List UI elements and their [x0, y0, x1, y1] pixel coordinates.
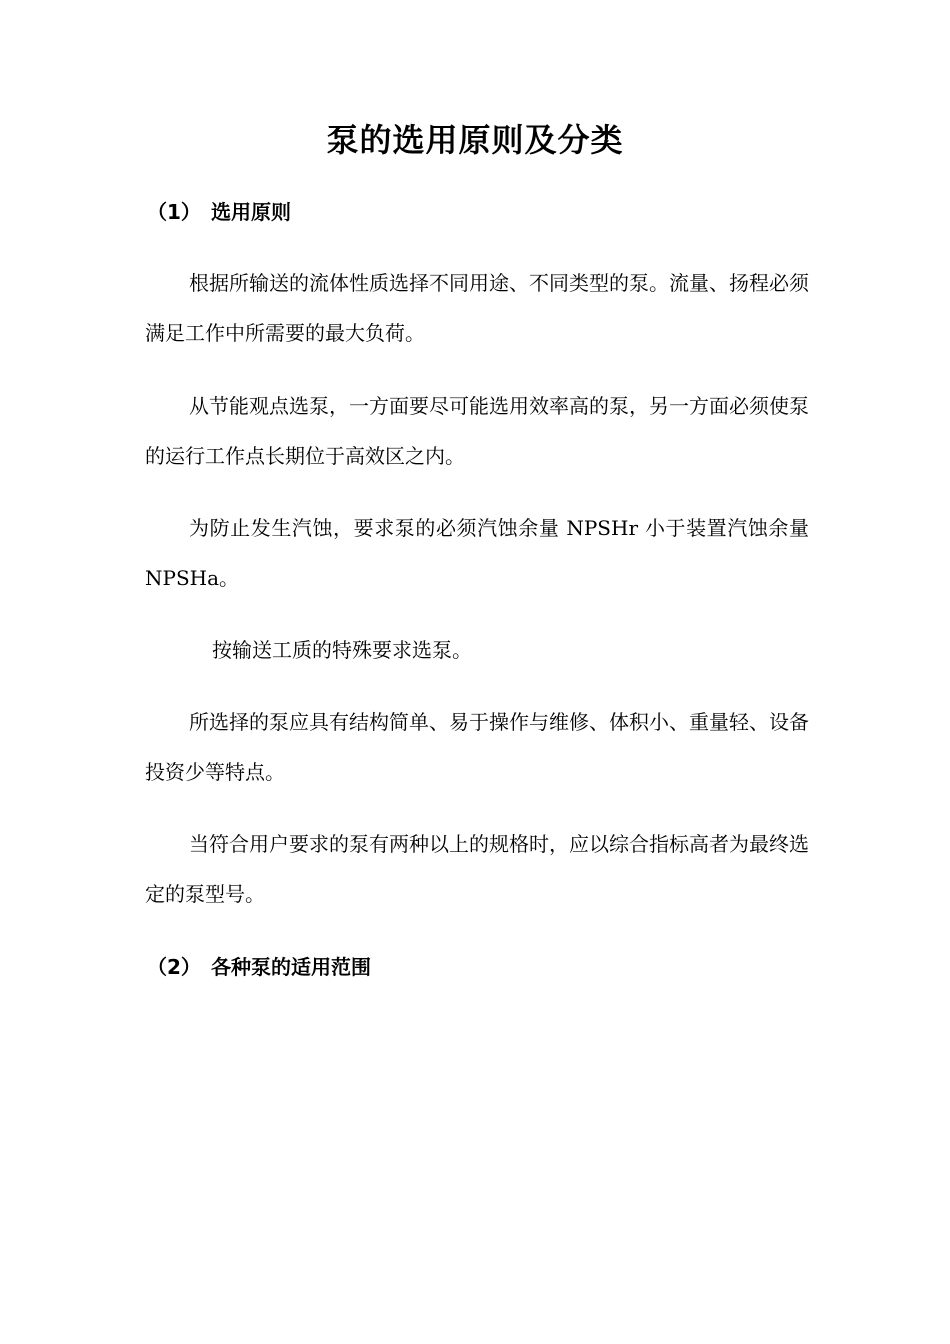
document-title: 泵的选用原则及分类	[326, 121, 624, 159]
section-heading-text: 选用原则	[211, 200, 291, 224]
section-heading-2	[147, 953, 371, 981]
paragraph: 根据所输送的流体性质选择不同用途、不同类型的泵。流量、扬程必须满足工作中所需要的最大负荷。	[145, 271, 809, 345]
paragraph: 所选择的泵应具有结构简单、易于操作与维修、体积小、重量轻、设备投资少等特点。	[145, 710, 809, 784]
section-number: （1）	[147, 200, 201, 224]
section-number: （2）	[147, 955, 201, 979]
paragraph: 按输送工质的特殊要求选泵。	[212, 638, 472, 662]
paragraph: 从节能观点选泵，一方面要尽可能选用效率高的泵，另一方面必须使泵的运行工作点长期位于高效区之内。	[145, 394, 809, 468]
section-heading-text: 各种泵的适用范围	[211, 955, 371, 979]
section-heading-1	[147, 198, 291, 226]
paragraph: 为防止发生汽蚀，要求泵的必须汽蚀余量 NPSHr 小于装置汽蚀余量 NPSHa。	[145, 516, 809, 590]
paragraph: 当符合用户要求的泵有两种以上的规格时，应以综合指标高者为最终选定的泵型号。	[145, 832, 809, 906]
